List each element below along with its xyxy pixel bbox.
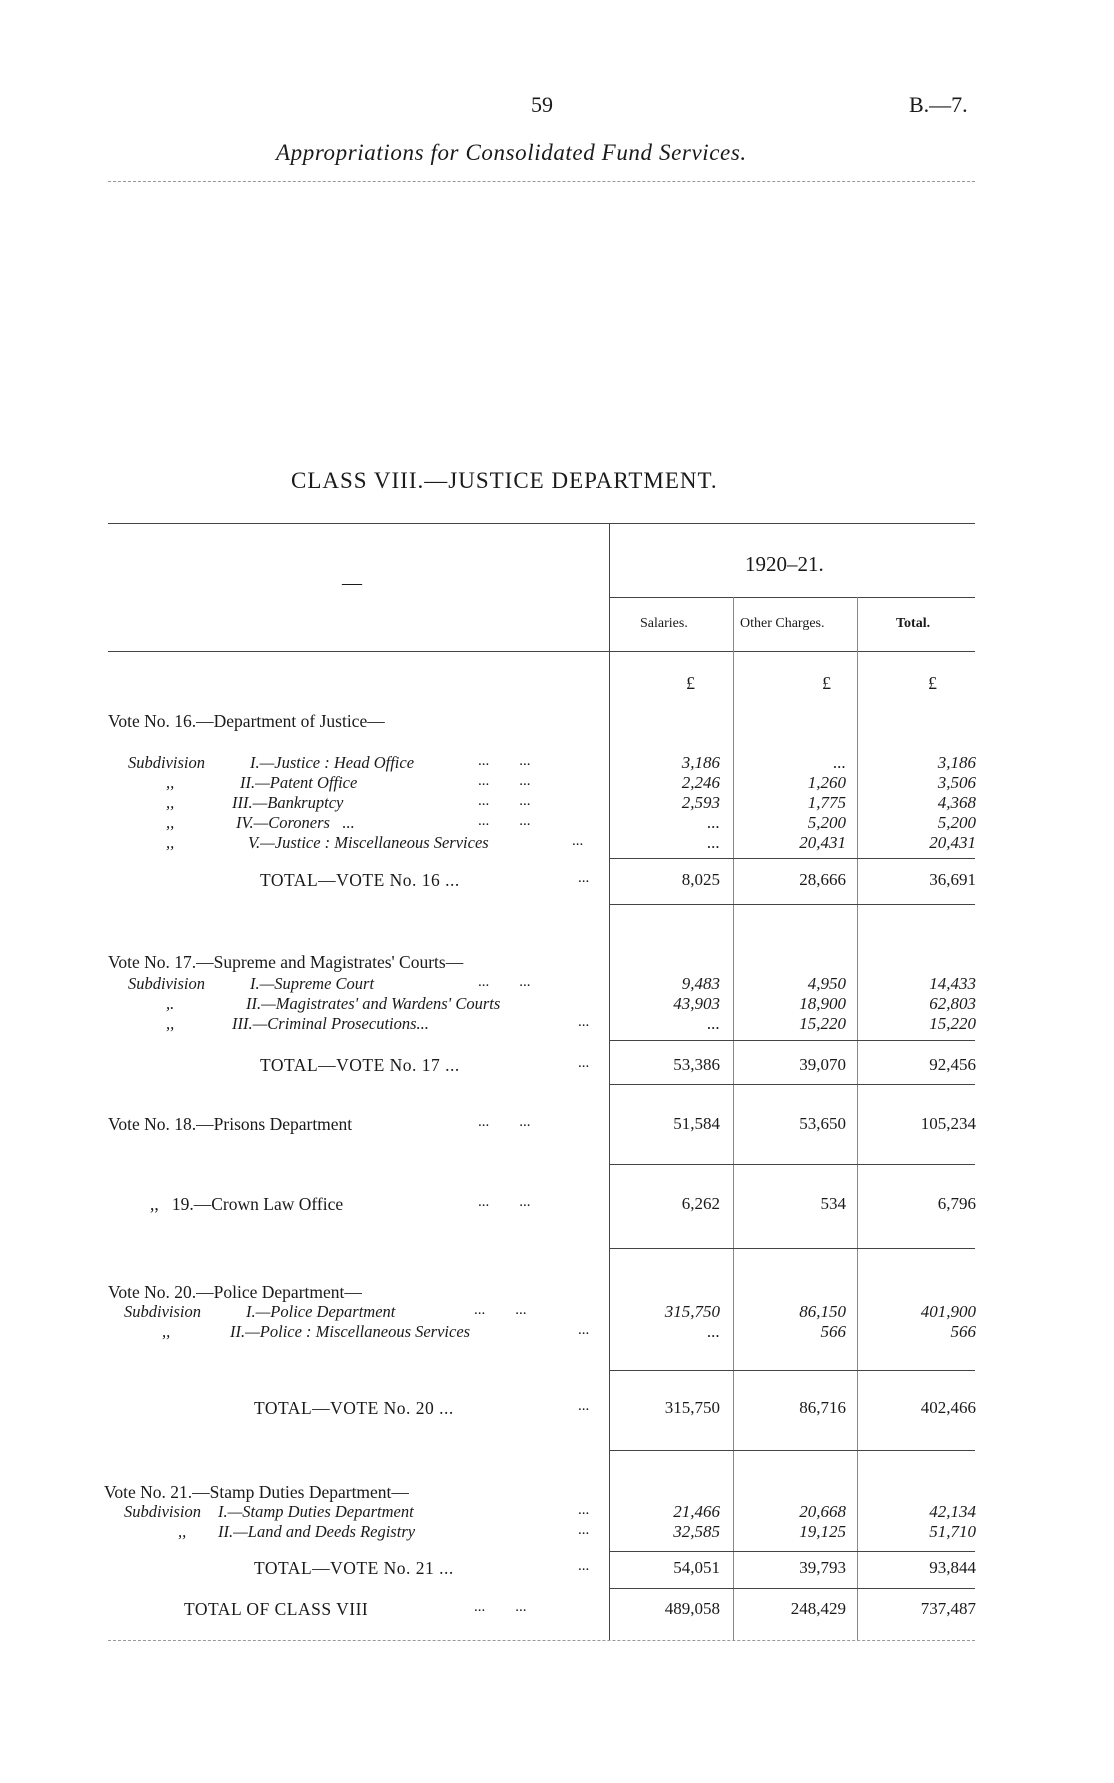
cell-other-charges: 28,666 — [799, 870, 846, 889]
vote-total-label: TOTAL—VOTE No. 16 ... — [260, 870, 460, 890]
cell-salaries: 54,051 — [673, 1558, 720, 1577]
cell-salaries: 8,025 — [681, 870, 720, 889]
subtotal-rule — [610, 1551, 975, 1552]
cell-total: 93,844 — [929, 1558, 976, 1577]
cell-salaries: ... — [707, 1322, 720, 1341]
subtotal-rule — [610, 858, 975, 859]
cell-total: 566 — [950, 1322, 976, 1341]
cell-total: 401,900 — [920, 1302, 976, 1321]
cell-salaries: 2,593 — [681, 793, 720, 812]
row-dots: ... ... — [474, 1302, 527, 1318]
row-dots: ... ... — [478, 773, 531, 789]
section-rule — [610, 1164, 975, 1165]
cell-salaries: 21,466 — [673, 1502, 720, 1521]
cell-other-charges: 566 — [820, 1322, 846, 1341]
cell-other-charges: 1,775 — [807, 793, 846, 812]
cell-salaries: 51,584 — [673, 1114, 720, 1133]
cell-total: 3,506 — [937, 773, 976, 792]
row-label: II.—Police : Miscellaneous Services — [230, 1322, 471, 1341]
section-rule — [610, 1588, 975, 1589]
year-header: 1920–21. — [745, 552, 824, 576]
row-dots: ... ... — [474, 1599, 527, 1615]
cell-other-charges: 86,716 — [799, 1398, 846, 1417]
currency-salaries: £ — [686, 673, 695, 693]
cell-salaries: 315,750 — [664, 1398, 720, 1417]
class-title: CLASS VIII.—JUSTICE DEPARTMENT. — [291, 468, 718, 493]
row-prefix: Subdivision — [128, 753, 205, 772]
col-header-total: Total. — [896, 616, 931, 631]
cell-other-charges: 53,650 — [799, 1114, 846, 1133]
cell-total: 51,710 — [929, 1522, 976, 1541]
row-dots: ... — [578, 1522, 590, 1538]
cell-salaries: 2,246 — [681, 773, 720, 792]
row-label: II.—Magistrates' and Wardens' Courts — [246, 994, 501, 1013]
cell-salaries: 315,750 — [664, 1302, 720, 1321]
cell-other-charges: 1,260 — [807, 773, 846, 792]
cell-other-charges: 39,070 — [799, 1055, 846, 1074]
cell-total: 3,186 — [937, 753, 976, 772]
col-header-other-charges: Other Charges. — [740, 616, 825, 631]
cell-salaries: 53,386 — [673, 1055, 720, 1074]
page-heading: Appropriations for Consolidated Fund Services. — [276, 140, 747, 165]
cell-total: 92,456 — [929, 1055, 976, 1074]
cell-other-charges: 18,900 — [799, 994, 846, 1013]
page-reference: B.—7. — [909, 92, 968, 117]
row-prefix: ,, — [166, 833, 175, 852]
stub-dash: — — [342, 572, 362, 594]
year-underline — [610, 597, 975, 598]
row-label: I.—Stamp Duties Department — [218, 1502, 414, 1521]
col-header-salaries: Salaries. — [640, 616, 688, 631]
cell-total: 20,431 — [929, 833, 976, 852]
row-label: I.—Police Department — [246, 1302, 396, 1321]
row-label: IV.—Coroners ... — [236, 813, 355, 832]
cell-other-charges: 5,200 — [807, 813, 846, 832]
row-dots: ... — [578, 1398, 590, 1414]
section-rule — [610, 1084, 975, 1085]
row-dots: ... ... — [478, 1114, 531, 1130]
cell-total: 737,487 — [920, 1599, 976, 1618]
class-total-label: TOTAL OF CLASS VIII — [184, 1599, 369, 1619]
cell-total: 36,691 — [929, 870, 976, 889]
row-dots: ... — [578, 1502, 590, 1518]
vote-18-label: Vote No. 18.—Prisons Department — [108, 1114, 353, 1134]
cell-salaries: 9,483 — [681, 974, 720, 993]
col-divider-2 — [857, 597, 858, 1640]
row-prefix: Subdivision — [124, 1302, 201, 1321]
row-dots: ... ... — [478, 753, 531, 769]
cell-other-charges: 86,150 — [799, 1302, 846, 1321]
row-prefix: Subdivision — [124, 1502, 201, 1521]
vote-21-title: Vote No. 21.—Stamp Duties Department— — [104, 1482, 409, 1502]
header-bottom-rule — [108, 651, 975, 652]
cell-other-charges: 15,220 — [799, 1014, 846, 1033]
cell-total: 5,200 — [937, 813, 976, 832]
section-rule — [610, 1248, 975, 1249]
cell-total: 14,433 — [929, 974, 976, 993]
row-dots: ... — [578, 1014, 590, 1030]
cell-salaries: ... — [707, 1014, 720, 1033]
row-dots: ... ... — [478, 974, 531, 990]
row-label: II.—Patent Office — [240, 773, 358, 792]
row-label: III.—Bankruptcy — [232, 793, 344, 812]
cell-other-charges: 19,125 — [799, 1522, 846, 1541]
cell-total: 42,134 — [929, 1502, 976, 1521]
row-label: I.—Supreme Court — [250, 974, 375, 993]
cell-other-charges: 248,429 — [790, 1599, 846, 1618]
cell-total: 6,796 — [937, 1194, 976, 1213]
vote-total-label: TOTAL—VOTE No. 20 ... — [254, 1398, 454, 1418]
row-dots: ... ... — [478, 793, 531, 809]
vote-19-label: ,, 19.—Crown Law Office — [150, 1194, 344, 1214]
cell-total: 15,220 — [929, 1014, 976, 1033]
vote-total-label: TOTAL—VOTE No. 17 ... — [260, 1055, 460, 1075]
col-divider-1 — [733, 597, 734, 1640]
cell-salaries: ... — [707, 813, 720, 832]
stub-divider — [609, 523, 610, 1640]
row-prefix: ,, — [166, 813, 175, 832]
cell-total: 4,368 — [937, 793, 976, 812]
section-rule — [610, 1450, 975, 1451]
vote-17-title: Vote No. 17.—Supreme and Magistrates' Courts— — [108, 952, 464, 972]
subtotal-rule — [610, 1370, 975, 1371]
row-label: III.—Criminal Prosecutions... — [232, 1014, 429, 1033]
row-prefix: Subdivision — [128, 974, 205, 993]
row-dots: ... ... — [478, 813, 531, 829]
currency-other: £ — [822, 673, 831, 693]
row-prefix: ,, — [162, 1322, 171, 1341]
cell-other-charges: 534 — [820, 1194, 846, 1213]
row-label: II.—Land and Deeds Registry — [218, 1522, 416, 1541]
section-rule — [610, 904, 975, 905]
cell-other-charges: 20,431 — [799, 833, 846, 852]
vote-20-title: Vote No. 20.—Police Department— — [108, 1282, 362, 1302]
row-dots: ... — [578, 1055, 590, 1071]
row-dots: ... — [578, 870, 590, 886]
row-prefix: ,, — [166, 1014, 175, 1033]
row-prefix: ,, — [166, 773, 175, 792]
row-dots: ... — [572, 833, 584, 849]
cell-salaries: 489,058 — [664, 1599, 720, 1618]
row-prefix: ,. — [166, 994, 175, 1013]
cell-salaries: 32,585 — [673, 1522, 720, 1541]
header-rule — [108, 181, 975, 182]
subtotal-rule — [610, 1040, 975, 1041]
cell-salaries: 3,186 — [681, 753, 720, 772]
table-bottom-rule — [108, 1640, 975, 1641]
cell-other-charges: 4,950 — [807, 974, 846, 993]
row-label: V.—Justice : Miscellaneous Services — [248, 833, 489, 852]
cell-salaries: ... — [707, 833, 720, 852]
row-dots: ... — [578, 1322, 590, 1338]
cell-other-charges: ... — [833, 753, 846, 772]
vote-total-label: TOTAL—VOTE No. 21 ... — [254, 1558, 454, 1578]
row-prefix: ,, — [166, 793, 175, 812]
cell-salaries: 6,262 — [681, 1194, 720, 1213]
cell-total: 402,466 — [920, 1398, 976, 1417]
row-dots: ... — [578, 1558, 590, 1574]
row-label: I.—Justice : Head Office — [250, 753, 415, 772]
table-top-rule — [108, 523, 975, 524]
row-dots: ... ... — [478, 1194, 531, 1210]
vote-16-title: Vote No. 16.—Department of Justice— — [108, 711, 385, 731]
currency-total: £ — [928, 673, 937, 693]
cell-total: 62,803 — [929, 994, 976, 1013]
cell-total: 105,234 — [920, 1114, 976, 1133]
cell-other-charges: 39,793 — [799, 1558, 846, 1577]
row-prefix: ,, — [178, 1522, 187, 1541]
cell-salaries: 43,903 — [673, 994, 720, 1013]
page-number: 59 — [531, 92, 553, 117]
cell-other-charges: 20,668 — [799, 1502, 846, 1521]
